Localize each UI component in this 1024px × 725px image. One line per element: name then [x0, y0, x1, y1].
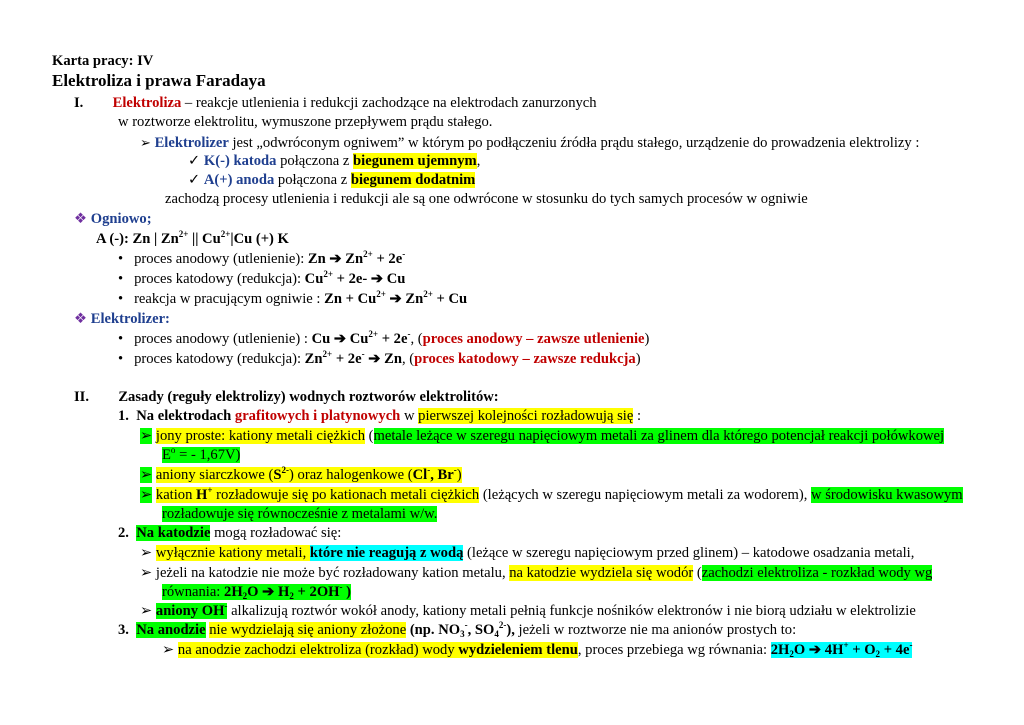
rule-text: jeżeli na katodzie nie może być rozładowany kation metalu, [155, 565, 510, 581]
arrow-bullet-icon: ➢ [140, 603, 153, 619]
anoda-line [188, 171, 475, 190]
equation-part: Zn + Cu [324, 291, 377, 307]
equation-part: + 2e- [332, 271, 371, 287]
anoda-highlight: biegunem dodatnim [350, 172, 476, 188]
ion: S [273, 467, 282, 483]
note-text: zachodzą procesy utlenienia i redukcji ale są one odwrócone w stosunku do tych samych procesów w ogniwie [165, 191, 808, 207]
rule-highlight: w środowisku kwasowym [811, 487, 963, 503]
arrow-bullet-icon: ➢ [162, 642, 175, 658]
equation-part: O [793, 642, 809, 658]
rule-text: , SO [467, 622, 495, 638]
ion-charge: - [453, 465, 457, 475]
ion: aniony OH [155, 603, 225, 619]
equation-charge: 2+ [323, 269, 333, 279]
scheme-part: |Cu (+) K [230, 231, 289, 247]
arrow-icon: ➔ [333, 331, 347, 347]
ogniwo-scheme [96, 230, 289, 249]
equation-part: + Cu [432, 291, 468, 307]
rule-1-bullet-2 [140, 466, 462, 485]
ion-charge: - [427, 465, 431, 475]
ogniwo-anod-line [118, 250, 405, 269]
equation-part: , ( [410, 331, 423, 347]
equation-part: + 2OH [293, 584, 340, 600]
worksheet-label: Karta pracy: IV [52, 53, 154, 69]
dot-bullet-icon: • [118, 291, 124, 307]
rule-highlight: które nie reagują z wodą [309, 545, 464, 561]
rule-highlight: rozładowuje się równocześnie z metalami w/w. [162, 506, 438, 522]
process-label: proces anodowy (utlenienie) : [134, 331, 312, 347]
equation-charge: - [361, 349, 365, 359]
rule-text: ) oraz halogenkowe ( [289, 467, 413, 483]
equation-part: 4H [821, 642, 844, 658]
rule-text: ( [365, 428, 374, 444]
rule-highlight: zachodzi elektroliza - rozkład wody wg [701, 565, 933, 581]
rule-highlight: na anodzie zachodzi elektroliza (rozkład) wody [177, 642, 459, 658]
rule-text: (leżące w szeregu napięciowym przed glinem) – katodowe osadzania metali, [463, 545, 915, 561]
equation-charge: 2+ [376, 289, 386, 299]
rule-3-bullet-1 [162, 641, 912, 660]
rule-text: (leżących w szeregu napięciowym metali za wodorem), [479, 487, 812, 503]
equation-part: Zn [307, 251, 330, 267]
equation-part: + 2e [378, 331, 408, 347]
superscript: - [339, 582, 343, 592]
rule-text: kation [155, 487, 197, 503]
ogniwo-title: Ogniowo; [90, 211, 152, 227]
equation-part: ) [635, 351, 641, 367]
rule-number: 3. [118, 622, 129, 638]
equation-charge: - [407, 329, 411, 339]
katoda-text: połączona z [276, 153, 354, 169]
elektrolizer-title: Elektrolizer: [90, 311, 170, 327]
diamond-bullet-icon: ❖ [74, 211, 88, 227]
rule-text: : [633, 408, 642, 424]
rule-text: aniony siarczkowe ( [155, 467, 274, 483]
term-elektrolizer: Elektrolizer [154, 135, 229, 151]
dot-bullet-icon: • [118, 331, 124, 347]
equation-part: 2H [224, 584, 243, 600]
page-title: Elektroliza i prawa Faradaya [52, 71, 266, 90]
dot-bullet-icon: • [118, 251, 124, 267]
equation-part: + 4e [880, 642, 910, 658]
ion: Cl [412, 467, 428, 483]
katoda-line [188, 152, 480, 171]
diamond-bullet-icon: ❖ [74, 311, 88, 327]
ion-charge: + [207, 485, 213, 495]
definition-text: – reakcje utlenienia i redukcji zachodzące na elektrodach zanurzonych [181, 95, 597, 111]
rule-highlight: nie wydzielają się aniony złożone [209, 622, 407, 638]
arrow-icon: ➔ [329, 251, 342, 267]
rule-text: = - 1,67V) [175, 447, 241, 463]
equation-part: Cu [311, 331, 334, 347]
rule-number: 1. [118, 408, 129, 424]
ogniwo-katod-line [118, 270, 405, 289]
rule-2-bullet-2 [140, 564, 932, 583]
rule-text: (np. NO [406, 622, 461, 638]
dot-bullet-icon: • [118, 351, 124, 367]
equation-charge: 2+ [368, 329, 379, 339]
process-label: proces anodowy (utlenienie): [134, 251, 308, 267]
subscript: 2 [289, 591, 294, 601]
check-icon: ✓ [188, 172, 201, 188]
rule-text: ( [693, 565, 702, 581]
equation-part: Cu [304, 271, 324, 287]
equation-charge: 2+ [363, 249, 373, 259]
equation-part: Cu [383, 271, 406, 287]
dot-bullet-icon: • [118, 271, 124, 287]
equation-part: Cu [346, 331, 369, 347]
rule-text: Na elektrodach [136, 408, 235, 424]
arrow-bullet-icon: ➢ [140, 565, 153, 581]
ion-charge: 2- [281, 465, 290, 475]
rule-text: równania: [162, 584, 225, 600]
scheme-part: A (-): Zn | Zn [96, 231, 179, 247]
rule-text: E [162, 447, 171, 463]
arrow-bullet-icon: ➢ [140, 135, 151, 150]
check-icon: ✓ [188, 153, 201, 169]
rule-highlight: wydzieleniem tlenu [458, 642, 578, 658]
anoda-label: A(+) anoda [203, 172, 275, 188]
subscript: 4 [494, 629, 499, 639]
equation-part: + O [848, 642, 876, 658]
rule-2-bullet-1 [140, 544, 914, 563]
equation-part: , ( [401, 351, 415, 367]
equation-part: ) [342, 584, 352, 600]
rule-1 [118, 407, 641, 426]
rule-text: proces anodowy – zawsze utlenienie [422, 331, 645, 347]
ion: H [196, 487, 208, 503]
equation-charge: 2+ [423, 289, 433, 299]
katoda-highlight: biegunem ujemnym [353, 153, 477, 169]
equation-part: + 2e [372, 251, 403, 267]
anoda-text: połączona z [274, 172, 351, 188]
ion-charge: - [224, 601, 228, 611]
rule-text: , proces przebiega wg równania: [577, 642, 771, 658]
equation-part: Zn [341, 251, 364, 267]
scheme-charge: 2+ [178, 229, 189, 239]
elektrolizer-heading [74, 310, 170, 329]
equation-part: Zn [401, 291, 424, 307]
equation-charge: - [402, 249, 406, 259]
rule-highlight: metale leżące w szeregu napięciowym metali za glinem dla którego potencjał reakcji połówkowej [373, 428, 945, 444]
process-label: proces katodowy (redukcja): [134, 271, 305, 287]
rule-3 [118, 621, 796, 640]
rule-2 [118, 524, 341, 543]
arrow-icon: ➔ [370, 271, 384, 287]
equation-part: H [274, 584, 290, 600]
rule-highlight: Na katodzie [136, 525, 211, 541]
superscript: o [170, 445, 176, 455]
rule-text: alkalizują roztwór wokół anody, kationy metali pełnią funkcje nośników elektronów i nie biorą udziału w elektrolizie [227, 603, 916, 619]
rule-text: w [400, 408, 419, 424]
arrow-icon: ➔ [389, 291, 402, 307]
rule-2-bullet-3 [140, 602, 916, 621]
rule-highlight: Na anodzie [136, 622, 206, 638]
process-label: reakcja w pracującym ogniwie : [134, 291, 325, 307]
equation-part: 2H [770, 642, 790, 658]
subscript: 2 [789, 649, 794, 659]
rule-text: grafitowych i platynowych [234, 408, 401, 424]
equation-part: Zn [304, 351, 323, 367]
rule-1-bullet-3 [140, 486, 963, 505]
arrow-bullet-icon: ➢ [140, 545, 153, 561]
rule-highlight: pierwszej kolejności rozładowują się [418, 408, 634, 424]
superscript: + [843, 640, 849, 650]
ogniwo-heading [74, 210, 152, 229]
subscript: 2 [242, 591, 248, 601]
subscript: 2 [875, 649, 881, 659]
equation-part: + 2e [332, 351, 362, 367]
rule-number: 2. [118, 525, 129, 541]
arrow-bullet-icon: ➢ [140, 428, 153, 444]
scheme-charge: 2+ [220, 229, 231, 239]
rule-text: proces katodowy – zawsze redukcja [414, 351, 636, 367]
section-title: Zasady (reguły elektrolizy) wodnych roztworów elektrolitów: [118, 389, 499, 405]
elektrolizer-line [140, 133, 919, 153]
arrow-bullet-icon: ➢ [140, 467, 153, 483]
rule-text: jeżeli w roztworze nie ma anionów prostych to: [514, 622, 797, 638]
definition-text-2: w roztworze elektrolitu, wymuszone przepływem prądu stałego. [118, 114, 493, 130]
equation-charge: 2+ [322, 349, 333, 359]
elektrolizer-katod-line [118, 350, 641, 369]
process-label: proces katodowy (redukcja): [134, 351, 305, 367]
rule-highlight: wyłącznie kationy metali, [155, 545, 310, 561]
equation-part: ) [644, 331, 650, 347]
equation-part: Zn [380, 351, 402, 367]
rule-2-bullet-2-cont [162, 583, 351, 602]
ion: , Br [430, 467, 454, 483]
rule-text: rozładowuje się po kationach metali ciężkich [212, 487, 480, 503]
katoda-label: K(-) katoda [203, 153, 277, 169]
superscript: 2- [498, 620, 507, 630]
ogniwo-reakcja-line [118, 290, 467, 309]
subscript: 3 [460, 629, 465, 639]
arrow-icon: ➔ [808, 642, 822, 658]
rule-1-bullet-3-cont [162, 505, 437, 524]
rule-text: wodór [655, 565, 694, 581]
superscript: - [464, 620, 468, 630]
section-2-heading [74, 388, 499, 407]
rule-1-bullet-1 [140, 427, 944, 446]
scheme-part: || Cu [188, 231, 221, 247]
katoda-end: , [476, 153, 481, 169]
elektrolizer-definition: jest „odwróconym ogniwem” w którym po podłączeniu źródła prądu stałego, urządzenie do prowadzenia elektrolizy : [228, 135, 920, 151]
rule-text: ), [506, 622, 515, 638]
term-elektroliza: Elektroliza [112, 95, 182, 111]
rule-text: ) [456, 467, 462, 483]
elektrolizer-anod-line [118, 330, 649, 349]
equation-part: O [247, 584, 263, 600]
arrow-icon: ➔ [262, 584, 275, 600]
section-1-line-1 [74, 94, 597, 113]
rule-text: mogą rozładować się: [210, 525, 342, 541]
rule-highlight: jony proste: kationy metali ciężkich [155, 428, 366, 444]
rule-1-bullet-1-cont [162, 446, 240, 465]
section-number: I. [74, 95, 84, 111]
arrow-icon: ➔ [368, 351, 381, 367]
rule-text: na katodzie wydziela się [509, 565, 656, 581]
superscript: - [909, 640, 913, 650]
section-number: II. [74, 389, 90, 405]
arrow-bullet-icon: ➢ [140, 487, 153, 503]
